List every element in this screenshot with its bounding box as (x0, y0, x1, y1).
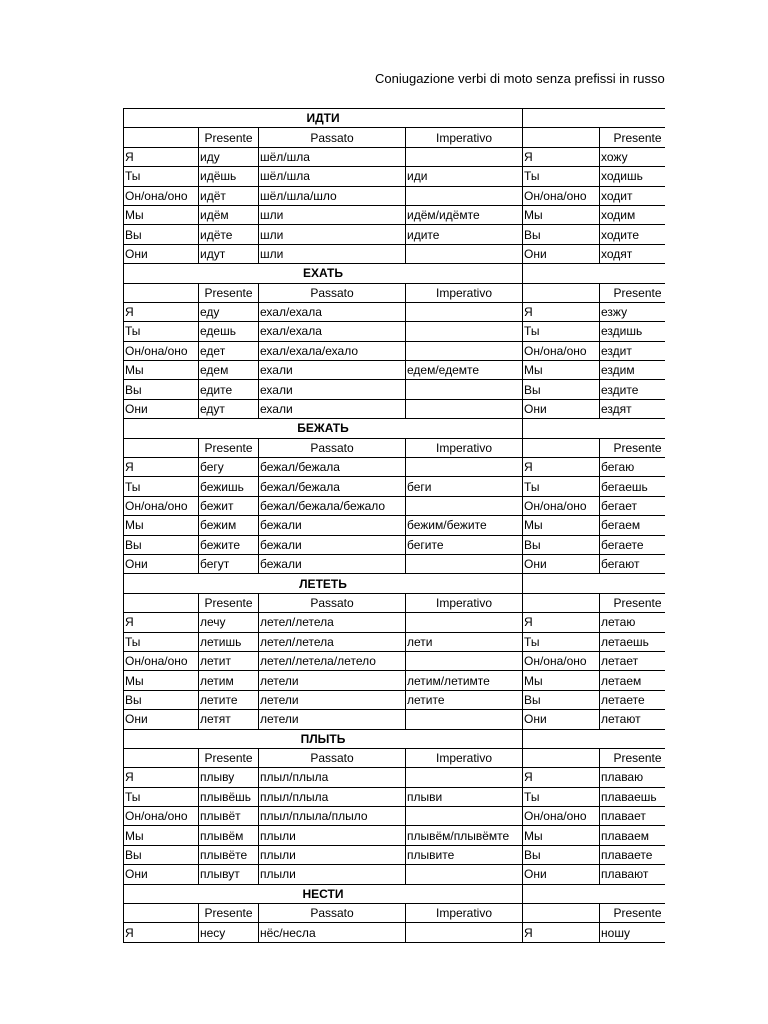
pronoun-cell: Они (124, 554, 199, 573)
verb-title-row (124, 419, 666, 438)
pronoun-cell: Ты (523, 477, 600, 496)
pronoun-cell: Я (523, 302, 600, 321)
verb-title-row (124, 574, 666, 593)
pronoun-cell: Вы (124, 845, 199, 864)
past-cell: летели (259, 671, 406, 690)
table-row (124, 186, 666, 205)
past-cell: летел/летела/летело (259, 651, 406, 670)
pronoun-cell: Он/она/оно (523, 186, 600, 205)
present-cell: бегаешь (600, 477, 665, 496)
header-passato: Passato (259, 283, 406, 302)
imperative-cell (406, 244, 523, 263)
pronoun-cell: Ты (124, 787, 199, 806)
present-cell: бежим (199, 516, 259, 535)
imperative-cell (406, 186, 523, 205)
pronoun-cell: Мы (523, 826, 600, 845)
present-cell: бегаю (600, 458, 665, 477)
pronoun-cell: Мы (124, 671, 199, 690)
present-cell: плыву (199, 768, 259, 787)
header-presente: Presente (199, 128, 259, 147)
present-cell: ходим (600, 205, 665, 224)
present-cell: идём (199, 205, 259, 224)
present-cell: бегают (600, 554, 665, 573)
pronoun-cell: Вы (124, 535, 199, 554)
pronoun-cell: Он/она/оно (124, 186, 199, 205)
table-row (124, 458, 666, 477)
table-row (124, 516, 666, 535)
empty-cell (124, 128, 199, 147)
past-cell: плыли (259, 865, 406, 884)
past-cell: летел/летела (259, 613, 406, 632)
present-cell: хожу (600, 147, 665, 166)
imperative-cell (406, 458, 523, 477)
empty-cell (523, 574, 665, 593)
past-cell: бежали (259, 535, 406, 554)
table-row (124, 244, 666, 263)
empty-cell (523, 884, 665, 903)
present-cell: летят (199, 710, 259, 729)
past-cell: бежал/бежала/бежало (259, 496, 406, 515)
present-cell: бежишь (199, 477, 259, 496)
present-cell: ходите (600, 225, 665, 244)
past-cell: шли (259, 244, 406, 263)
present-cell: ходит (600, 186, 665, 205)
present-cell: езжу (600, 302, 665, 321)
present-cell: едет (199, 341, 259, 360)
past-cell: бежал/бежала (259, 477, 406, 496)
table-row (124, 477, 666, 496)
pronoun-cell: Я (124, 147, 199, 166)
pronoun-cell: Он/она/оно (523, 341, 600, 360)
table-row (124, 361, 666, 380)
past-cell: ехали (259, 361, 406, 380)
present-cell: плывёшь (199, 787, 259, 806)
past-cell: шёл/шла (259, 147, 406, 166)
past-cell: летели (259, 690, 406, 709)
table-row (124, 651, 666, 670)
table-row (124, 535, 666, 554)
table-row (124, 671, 666, 690)
imperative-cell (406, 807, 523, 826)
table-row (124, 380, 666, 399)
present-cell: плаваем (600, 826, 665, 845)
empty-cell (523, 438, 600, 457)
imperative-cell: идём/идёмте (406, 205, 523, 224)
empty-cell (124, 748, 199, 767)
imperative-cell (406, 651, 523, 670)
past-cell: шёл/шла/шло (259, 186, 406, 205)
pronoun-cell: Вы (124, 380, 199, 399)
pronoun-cell: Я (124, 458, 199, 477)
imperative-cell (406, 613, 523, 632)
imperative-cell: летим/летимте (406, 671, 523, 690)
table-row (124, 787, 666, 806)
pronoun-cell: Они (124, 244, 199, 263)
present-cell: плывёт (199, 807, 259, 826)
past-cell: плыли (259, 845, 406, 864)
pronoun-cell: Я (523, 458, 600, 477)
column-header-row (124, 128, 666, 147)
header-presente: Presente (199, 593, 259, 612)
empty-cell (523, 593, 600, 612)
table-row (124, 554, 666, 573)
pronoun-cell: Я (124, 613, 199, 632)
pronoun-cell: Вы (523, 690, 600, 709)
imperative-cell (406, 865, 523, 884)
imperative-cell: идите (406, 225, 523, 244)
past-cell: ехал/ехала (259, 302, 406, 321)
verb-title-row (124, 264, 666, 283)
imperative-cell: летите (406, 690, 523, 709)
pronoun-cell: Мы (523, 205, 600, 224)
table-row (124, 496, 666, 515)
present-cell: идёшь (199, 167, 259, 186)
verb-title-row (124, 884, 666, 903)
present-cell: бегут (199, 554, 259, 573)
pronoun-cell: Они (124, 710, 199, 729)
imperative-cell (406, 496, 523, 515)
present-cell: едем (199, 361, 259, 380)
present-cell: бегу (199, 458, 259, 477)
pronoun-cell: Вы (523, 845, 600, 864)
present-cell: лечу (199, 613, 259, 632)
present-cell: несу (199, 923, 259, 942)
pronoun-cell: Ты (523, 787, 600, 806)
empty-cell (523, 128, 600, 147)
past-cell: летел/летела (259, 632, 406, 651)
empty-cell (124, 438, 199, 457)
past-cell: шёл/шла (259, 167, 406, 186)
present-cell: бегаете (600, 535, 665, 554)
table-row (124, 613, 666, 632)
conjugation-table (123, 108, 665, 943)
empty-cell (124, 593, 199, 612)
pronoun-cell: Мы (523, 516, 600, 535)
present-cell: летит (199, 651, 259, 670)
past-cell: летели (259, 710, 406, 729)
table-row (124, 322, 666, 341)
pronoun-cell: Я (124, 768, 199, 787)
table-row (124, 826, 666, 845)
header-presente: Presente (600, 904, 665, 923)
pronoun-cell: Вы (523, 380, 600, 399)
present-cell: едут (199, 399, 259, 418)
imperative-cell: беги (406, 477, 523, 496)
header-imperativo: Imperativo (406, 748, 523, 767)
verb-name: ЕХАТЬ (124, 264, 523, 283)
imperative-cell: едем/едемте (406, 361, 523, 380)
present-cell: идёт (199, 186, 259, 205)
table-row (124, 399, 666, 418)
past-cell: нёс/несла (259, 923, 406, 942)
empty-cell (523, 419, 665, 438)
pronoun-cell: Я (523, 768, 600, 787)
present-cell: летишь (199, 632, 259, 651)
past-cell: бежал/бежала (259, 458, 406, 477)
header-presente: Presente (199, 438, 259, 457)
pronoun-cell: Ты (124, 632, 199, 651)
header-imperativo: Imperativo (406, 904, 523, 923)
present-cell: едите (199, 380, 259, 399)
pronoun-cell: Вы (124, 690, 199, 709)
conjugation-table-wrapper (123, 108, 665, 943)
imperative-cell (406, 923, 523, 942)
present-cell: летают (600, 710, 665, 729)
header-passato: Passato (259, 904, 406, 923)
pronoun-cell: Я (124, 302, 199, 321)
present-cell: плаваешь (600, 787, 665, 806)
past-cell: ехал/ехала/ехало (259, 341, 406, 360)
header-presente: Presente (600, 748, 665, 767)
table-row (124, 710, 666, 729)
pronoun-cell: Они (523, 399, 600, 418)
table-row (124, 632, 666, 651)
present-cell: идут (199, 244, 259, 263)
header-presente: Presente (199, 283, 259, 302)
pronoun-cell: Я (124, 923, 199, 942)
pronoun-cell: Он/она/оно (124, 807, 199, 826)
imperative-cell (406, 710, 523, 729)
pronoun-cell: Вы (523, 535, 600, 554)
pronoun-cell: Он/она/оно (124, 651, 199, 670)
present-cell: ходят (600, 244, 665, 263)
past-cell: бежали (259, 516, 406, 535)
imperative-cell (406, 341, 523, 360)
past-cell: шли (259, 205, 406, 224)
imperative-cell (406, 322, 523, 341)
pronoun-cell: Мы (124, 516, 199, 535)
present-cell: бежит (199, 496, 259, 515)
present-cell: ходишь (600, 167, 665, 186)
present-cell: плаваю (600, 768, 665, 787)
present-cell: летим (199, 671, 259, 690)
pronoun-cell: Я (523, 923, 600, 942)
present-cell: летаешь (600, 632, 665, 651)
present-cell: летаю (600, 613, 665, 632)
past-cell: ехали (259, 380, 406, 399)
past-cell: шли (259, 225, 406, 244)
pronoun-cell: Мы (523, 361, 600, 380)
present-cell: ездите (600, 380, 665, 399)
header-presente: Presente (600, 593, 665, 612)
verb-name: ЛЕТЕТЬ (124, 574, 523, 593)
column-header-row (124, 904, 666, 923)
present-cell: плывём (199, 826, 259, 845)
past-cell: бежали (259, 554, 406, 573)
present-cell: иду (199, 147, 259, 166)
table-row (124, 225, 666, 244)
page-title: Coniugazione verbi di moto senza prefissi in russo (375, 71, 665, 86)
table-row (124, 302, 666, 321)
table-row (124, 768, 666, 787)
pronoun-cell: Вы (523, 225, 600, 244)
past-cell: плыли (259, 826, 406, 845)
table-row (124, 167, 666, 186)
imperative-cell: иди (406, 167, 523, 186)
pronoun-cell: Вы (124, 225, 199, 244)
header-presente: Presente (600, 283, 665, 302)
header-passato: Passato (259, 748, 406, 767)
column-header-row (124, 593, 666, 612)
pronoun-cell: Он/она/оно (523, 807, 600, 826)
pronoun-cell: Они (523, 865, 600, 884)
pronoun-cell: Ты (124, 322, 199, 341)
imperative-cell (406, 147, 523, 166)
past-cell: плыл/плыла/плыло (259, 807, 406, 826)
pronoun-cell: Ты (523, 167, 600, 186)
empty-cell (523, 283, 600, 302)
header-imperativo: Imperativo (406, 283, 523, 302)
present-cell: едешь (199, 322, 259, 341)
pronoun-cell: Мы (124, 205, 199, 224)
pronoun-cell: Он/она/оно (124, 496, 199, 515)
pronoun-cell: Ты (124, 477, 199, 496)
present-cell: плавают (600, 865, 665, 884)
imperative-cell: плывите (406, 845, 523, 864)
header-passato: Passato (259, 438, 406, 457)
pronoun-cell: Он/она/оно (523, 496, 600, 515)
pronoun-cell: Они (523, 554, 600, 573)
past-cell: плыл/плыла (259, 768, 406, 787)
column-header-row (124, 438, 666, 457)
present-cell: летаете (600, 690, 665, 709)
imperative-cell (406, 768, 523, 787)
past-cell: ехал/ехала (259, 322, 406, 341)
column-header-row (124, 283, 666, 302)
present-cell: еду (199, 302, 259, 321)
pronoun-cell: Они (523, 244, 600, 263)
imperative-cell (406, 554, 523, 573)
present-cell: бегает (600, 496, 665, 515)
empty-cell (124, 904, 199, 923)
table-row (124, 807, 666, 826)
header-imperativo: Imperativo (406, 593, 523, 612)
empty-cell (523, 729, 665, 748)
empty-cell (523, 264, 665, 283)
pronoun-cell: Он/она/оно (523, 651, 600, 670)
present-cell: ездит (600, 341, 665, 360)
pronoun-cell: Они (124, 865, 199, 884)
verb-name: ПЛЫТЬ (124, 729, 523, 748)
pronoun-cell: Мы (523, 671, 600, 690)
past-cell: плыл/плыла (259, 787, 406, 806)
imperative-cell: лети (406, 632, 523, 651)
imperative-cell: бежим/бежите (406, 516, 523, 535)
present-cell: бежите (199, 535, 259, 554)
present-cell: плывут (199, 865, 259, 884)
present-cell: ездим (600, 361, 665, 380)
imperative-cell (406, 399, 523, 418)
header-presente: Presente (600, 128, 665, 147)
imperative-cell: бегите (406, 535, 523, 554)
present-cell: ездят (600, 399, 665, 418)
header-passato: Passato (259, 128, 406, 147)
verb-title-row (124, 729, 666, 748)
present-cell: плаваете (600, 845, 665, 864)
header-passato: Passato (259, 593, 406, 612)
table-row (124, 205, 666, 224)
present-cell: летаем (600, 671, 665, 690)
present-cell: плывёте (199, 845, 259, 864)
verb-name: БЕЖАТЬ (124, 419, 523, 438)
header-presente: Presente (199, 904, 259, 923)
table-body (124, 109, 666, 943)
pronoun-cell: Ты (523, 322, 600, 341)
imperative-cell: плывём/плывёмте (406, 826, 523, 845)
table-row (124, 865, 666, 884)
present-cell: ношу (600, 923, 665, 942)
pronoun-cell: Они (523, 710, 600, 729)
verb-title-row (124, 109, 666, 128)
verb-name: ИДТИ (124, 109, 523, 128)
header-presente: Presente (600, 438, 665, 457)
table-row (124, 845, 666, 864)
present-cell: ездишь (600, 322, 665, 341)
header-imperativo: Imperativo (406, 128, 523, 147)
table-row (124, 341, 666, 360)
pronoun-cell: Мы (124, 826, 199, 845)
present-cell: летите (199, 690, 259, 709)
column-header-row (124, 748, 666, 767)
verb-name: НЕСТИ (124, 884, 523, 903)
pronoun-cell: Я (523, 147, 600, 166)
imperative-cell: плыви (406, 787, 523, 806)
pronoun-cell: Он/она/оно (124, 341, 199, 360)
header-imperativo: Imperativo (406, 438, 523, 457)
present-cell: бегаем (600, 516, 665, 535)
empty-cell (124, 283, 199, 302)
pronoun-cell: Ты (124, 167, 199, 186)
present-cell: идёте (199, 225, 259, 244)
pronoun-cell: Я (523, 613, 600, 632)
header-presente: Presente (199, 748, 259, 767)
empty-cell (523, 748, 600, 767)
empty-cell (523, 904, 600, 923)
past-cell: ехали (259, 399, 406, 418)
empty-cell (523, 109, 665, 128)
present-cell: летает (600, 651, 665, 670)
pronoun-cell: Ты (523, 632, 600, 651)
imperative-cell (406, 380, 523, 399)
present-cell: плавает (600, 807, 665, 826)
table-row (124, 147, 666, 166)
imperative-cell (406, 302, 523, 321)
table-row (124, 923, 666, 942)
pronoun-cell: Мы (124, 361, 199, 380)
table-row (124, 690, 666, 709)
pronoun-cell: Они (124, 399, 199, 418)
